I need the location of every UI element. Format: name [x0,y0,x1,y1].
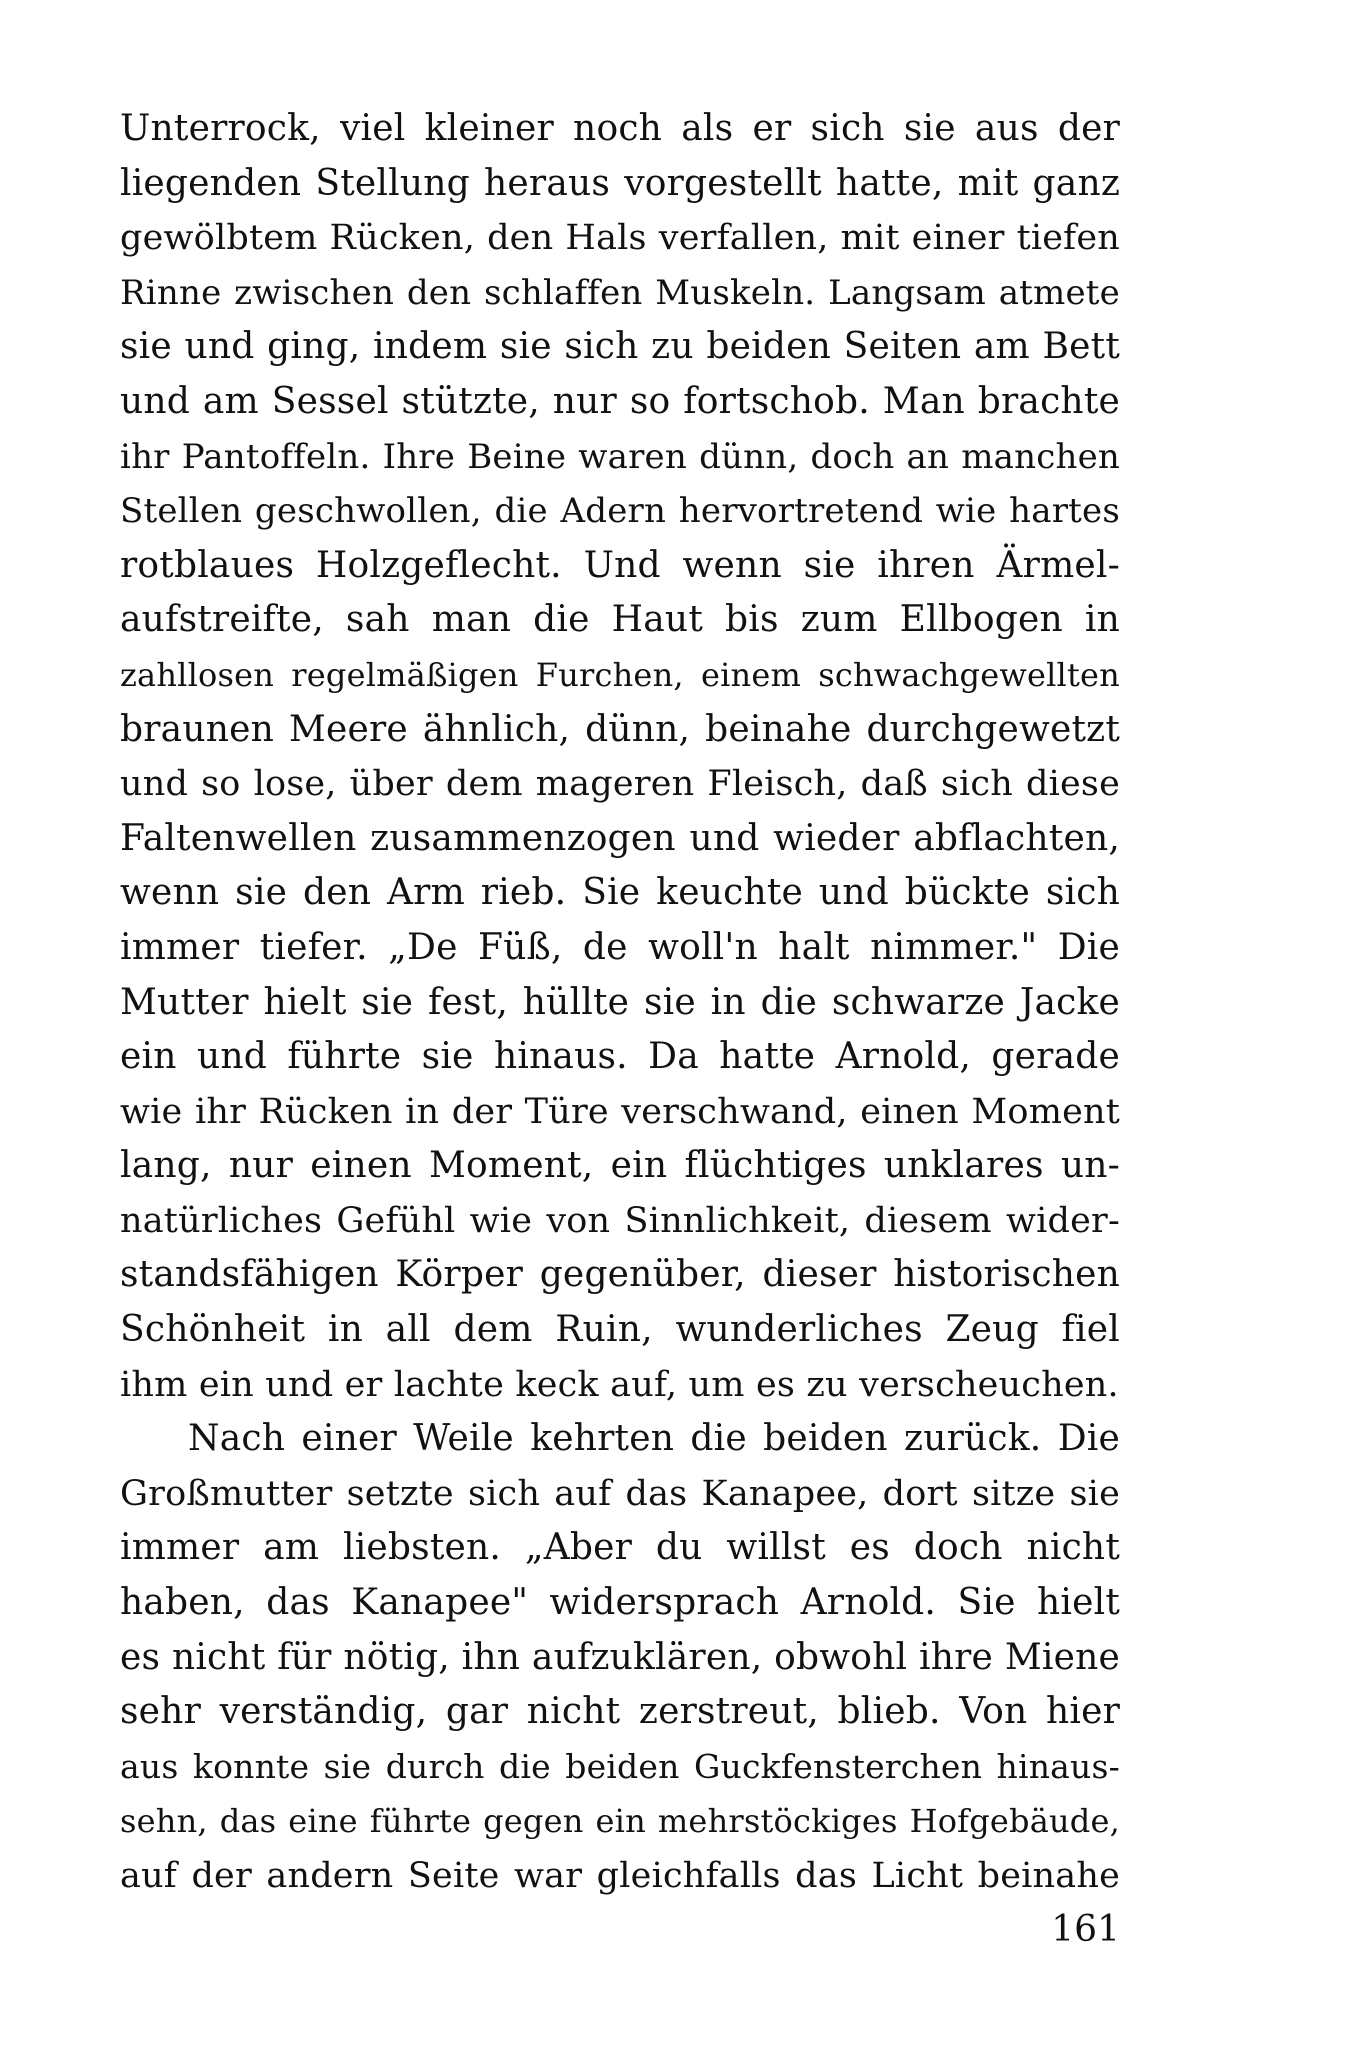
text-line-26: Großmutter setzte sich auf das Kanapee, dort sitze sie [120,1473,1120,1514]
text-line-29: es nicht für nötig, ihn aufzuklären, obwohl ihre Miene [120,1636,1120,1678]
text-line-4: Rinne zwischen den schlaffen Muskeln. Langsam atmete [120,272,1120,313]
text-line-16: immer tiefer. „De Füß, de woll'n halt nimmer." Die [120,926,1120,968]
text-line-23: Schönheit in all dem Ruin, wunderliches Zeug fiel [120,1309,1120,1351]
text-line-8: Stellen geschwollen, die Adern hervortretend wie hartes [120,491,1120,532]
text-line-13: und so lose, über dem mageren Fleisch, daß sich diese [120,764,1120,805]
text-line-22: standsfähigen Körper gegenüber, dieser historischen [120,1254,1120,1296]
text-line-30: sehr verständig, gar nicht zerstreut, blieb. Von hier [120,1691,1120,1733]
text-line-33: auf der andern Seite war gleichfalls das Licht beinahe [120,1856,1120,1896]
text-line-7: ihr Pantoffeln. Ihre Beine waren dünn, doch an manchen [120,436,1120,477]
text-line-28: haben, das Kanapee" widersprach Arnold. Sie hielt [120,1582,1120,1624]
text-line-11: zahllosen regelmäßigen Furchen, einem schwachgewellten [120,655,1120,694]
text-line-20: lang, nur einen Moment, ein flüchtiges unklares un- [120,1145,1120,1187]
text-line-14: Faltenwellen zusammenzogen und wieder abflachten, [120,817,1120,859]
text-line-15: wenn sie den Arm rieb. Sie keuchte und bückte sich [120,872,1120,914]
body-text [120,102,1120,1904]
text-line-17: Mutter hielt sie fest, hüllte sie in die schwarze Jacke [120,981,1120,1023]
text-line-27: immer am liebsten. „Aber du willst es doch nicht [120,1527,1120,1569]
text-line-12: braunen Meere ähnlich, dünn, beinahe durchgewetzt [120,708,1120,750]
text-line-5: sie und ging, indem sie sich zu beiden Seiten am Bett [120,326,1120,368]
text-line-2: liegenden Stellung heraus vorgestellt hatte, mit ganz [120,162,1120,204]
text-line-9: rotblaues Holzgeflecht. Und wenn sie ihren Ärmel- [120,544,1120,586]
text-line-32: sehn, das eine führte gegen ein mehrstöckiges Hofgebäude, [120,1802,1120,1841]
text-line-18: ein und führte sie hinaus. Da hatte Arnold, gerade [120,1036,1120,1078]
text-line-1: Unterrock, viel kleiner noch als er sich sie aus der [120,108,1120,149]
text-line-25: Nach einer Weile kehrten die beiden zurück. Die [188,1418,1120,1460]
text-line-10: aufstreifte, sah man die Haut bis zum Ellbogen in [120,599,1120,641]
text-line-31: aus konnte sie durch die beiden Guckfensterchen hinaus- [120,1746,1120,1786]
text-line-19: wie ihr Rücken in der Türe verschwand, einen Moment [120,1091,1120,1132]
text-line-24: ihm ein und er lachte keck auf, um es zu verscheuchen. [120,1364,1119,1405]
text-line-21: natürliches Gefühl wie von Sinnlichkeit, diesem wider- [120,1200,1120,1241]
text-line-6: und am Sessel stützte, nur so fortschob. Man brachte [120,380,1120,422]
text-line-3: gewölbtem Rücken, den Hals verfallen, mit einer tiefen [120,218,1120,259]
page-number: 161 [1051,1909,1120,1950]
